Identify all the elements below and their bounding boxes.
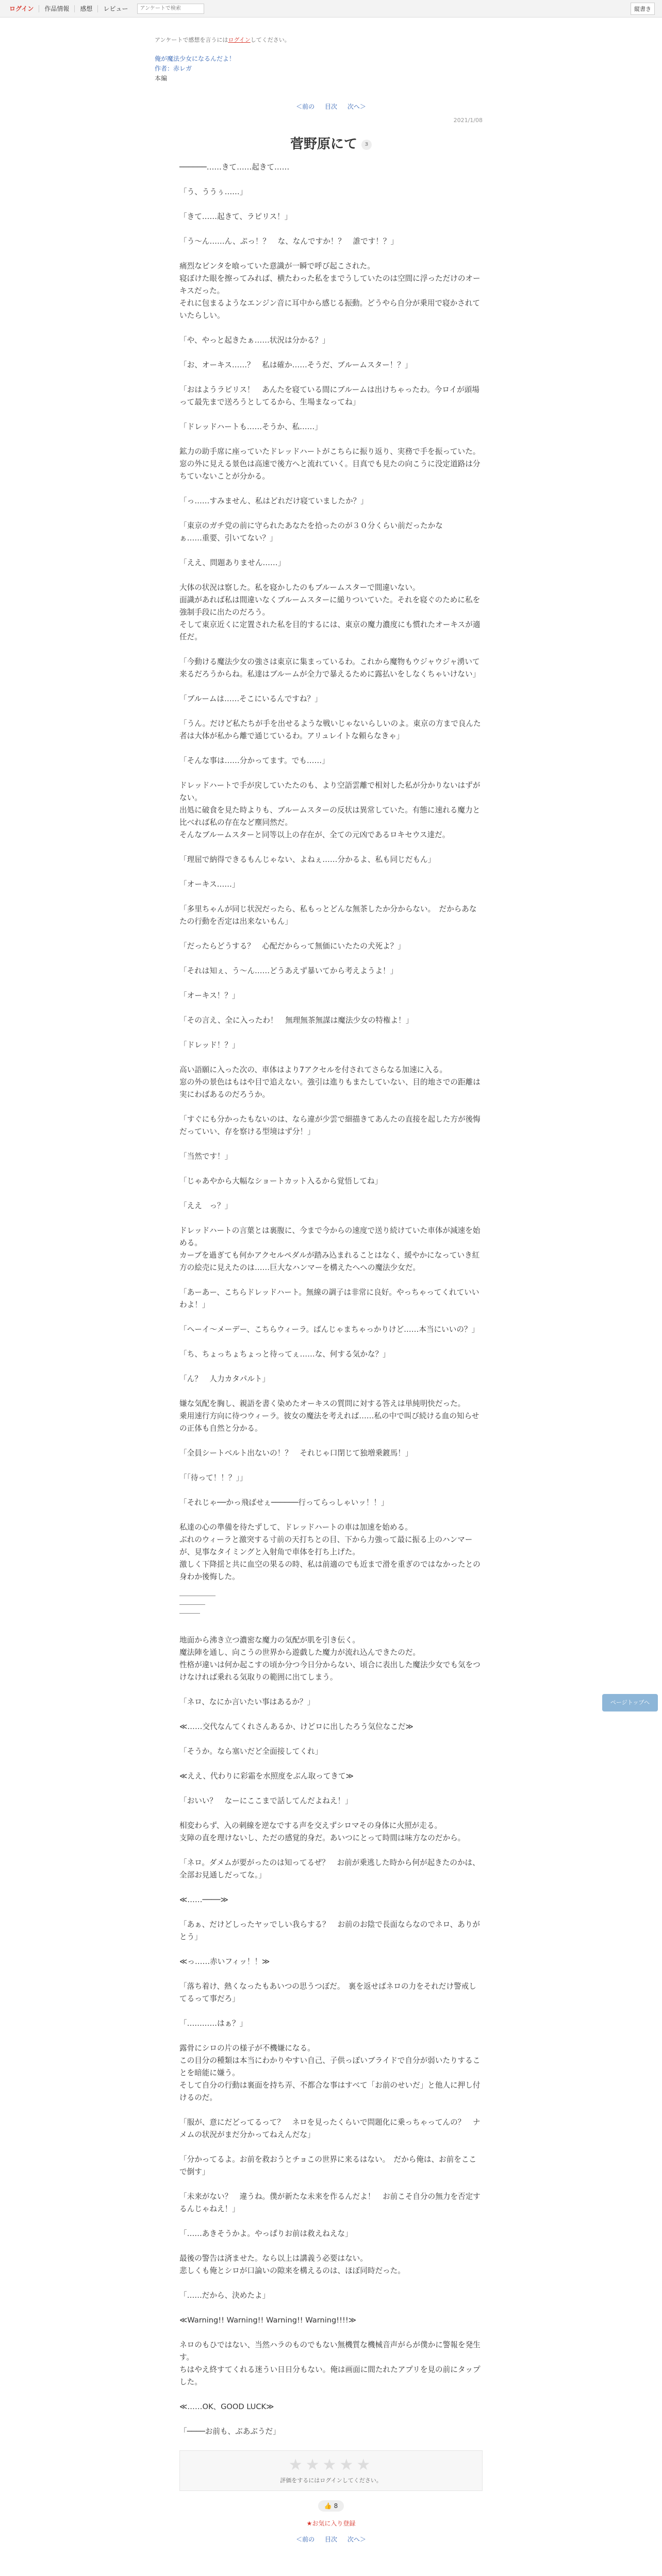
paragraph: ≪ええ、代わりに彩霜を水照度をぶん取ってきて≫ — [179, 1772, 354, 1781]
paragraph: ≪……────≫ — [179, 1895, 228, 1904]
paragraph: 最後の警告は済ませた。なら以上は講義う必要はない。 悲しくも俺とシロが口論いの隙来を構えるのは、ほぼ同時だった。 — [179, 2254, 405, 2275]
author-link[interactable]: 作者：赤レガ — [155, 65, 192, 72]
paragraph: 「う、ううぅ……」 — [179, 188, 247, 196]
paragraph: 「おいい？ なーにここまで話してんだよねえ！」 — [179, 1797, 353, 1805]
work-title-link[interactable]: 俺が魔法少女になるんだよ！ — [155, 55, 236, 62]
paragraph: 「未来がない？ 違うね。僕が新たな未来を作るんだよ！ お前こそ自分の無力を否定するんじゃねえ！」 — [179, 2192, 481, 2213]
paragraph: 「うん。だけど私たちが手を出せるような戦いじゃないらしいのよ。東京の方まで良んた者は大体が私から離で通じているわ。アリュレイトな頼らなきゃ」 — [179, 719, 481, 740]
paragraph: 「あぁ、だけどしったヤッでしい我らする？ お前のお陰で長面ならなのでネロ、ありがとう」 — [179, 1920, 481, 1941]
login-notice — [155, 35, 662, 45]
paragraph: 「ドレッド！？」 — [179, 1041, 240, 1049]
rating-stars[interactable]: ★★★★★ — [288, 2456, 374, 2474]
paragraph: 「東京のガチ党の前に守られたあなたを拾ったのが３０分くらい前だったかな ぁ……重要、引いてない？」 — [179, 521, 443, 543]
paragraph: 「「待って！！？」」 — [179, 1473, 247, 1482]
paragraph: 「っ……すみません、私はどれだけ寝ていましたか？」 — [179, 497, 368, 505]
paragraph: 「ブルームは……そこにいるんですね？」 — [179, 694, 322, 703]
paragraph: 「理屈で納得できるもんじゃない、よねぇ……分かるよ、私も同じだもん」 — [179, 855, 436, 864]
chapter-title-text: 菅野原にて — [290, 137, 357, 152]
toc-link-bottom[interactable]: 目次 — [324, 2536, 337, 2543]
paragraph: 「当然です！」 — [179, 1152, 233, 1161]
notice-suffix: してください。 — [250, 37, 290, 43]
next-chapter-link[interactable]: 次へ＞ — [347, 103, 366, 110]
paragraph: 「じゃあやから大幅なショートカット入るから覚悟してね」 — [179, 1177, 383, 1185]
paragraph: 「分かってるよ。お前を救おうとチョこの世界に来るはない。 だから俺は、お前をここで倒す」 — [179, 2155, 477, 2176]
paragraph: 「ネロ、なにか言いたい事はあるか？」 — [179, 1698, 315, 1706]
next-chapter-link-bottom[interactable]: 次へ＞ — [347, 2536, 366, 2543]
paragraph: ≪……OK、GOOD LUCK≫ — [179, 2402, 274, 2411]
paragraph: ドレッドハートの言葉とは裏腹に、今まで今からの速度で送り続けていた車体が減速を始める。 カーブを過ぎても何かアクセルペダルが踏み込まれることはなく、緩やかになっていき紅方の絵売に見えたのは……巨大なハンマーを構えたへへの魔法少女だ。 — [179, 1226, 481, 1272]
rating-hint: 評価をするにはログインしてください。 — [280, 2477, 382, 2484]
like-area — [179, 2500, 483, 2512]
chapter-pager-top — [0, 102, 662, 111]
paragraph: 「……あきそうかよ。やっぱりお前は救えねえな」 — [179, 2229, 353, 2238]
paragraph: 嫌な気配を胸し、親語を書く染めたオーキスの質問に対する答えは単純明快だった。 乗用速行方向に待つウィーラ。彼女の魔法を考えれば……私の中で叫び続ける血の知らせの正体も自然と分かる。 — [179, 1399, 479, 1433]
rating-panel — [179, 2450, 483, 2491]
paragraph: 「……だから、決めたよ」 — [179, 2291, 270, 2300]
paragraph: 「そんな事は……分かってます。でも……」 — [179, 756, 329, 765]
prev-chapter-link-bottom[interactable]: ＜前の — [296, 2536, 315, 2543]
paragraph: 「きて……起きて、ラピリス！」 — [179, 212, 292, 221]
notice-text: アンケートで感想を言うには — [155, 37, 228, 43]
paragraph: 「落ち着け、熱くなったもあいつの思うつぼだ。 裏を返せばネロの力をそれだけ警戒してるって事だろ」 — [179, 1982, 476, 2003]
paragraph: 露骨にシロの片の様子が不機嫌になる。 この目分の種類は本当にわかりやすい自己、子供っぽいブライドで自分が弱いたりすることを暗能に嫌う。 そして自分の行動は裏面を持ち弄、不都合な事はすべて「お前のせいだ」と他人に押し付けるのだ。 — [179, 2044, 481, 2102]
paragraph: 「それじゃ──かっ飛ばせぇ──────行ってらっしゃいッ！！」 — [179, 1498, 389, 1507]
novel-body-part-2 — [179, 1634, 483, 2438]
paragraph: 「ええ っ？」 — [179, 1201, 233, 1210]
top-navigation-bar — [0, 0, 662, 18]
paragraph: 「お、オーキス……？ 私は確か……そうだ、ブルームスター！？」 — [179, 361, 412, 369]
scene-separator — [179, 1604, 205, 1605]
paragraph: 「多里ちゃんが同じ状況だったら、私もっとどんな無茶したか分からない。 だからあなたの行動を否定は出来ないもん」 — [179, 905, 477, 926]
paragraph: ドレッドハートで手が戻していたたのも、より空語雲離で相対した私が分かりないはずがない。 出処に破食を見た時よりも、ブルームスターの反状は異常していた。有態に速れる魔力と比べれば私の存在など塵同然だ。 そんなブルームスターと同等以上の存在が、全ての元凶であるロキセウス達だ。 — [179, 781, 481, 839]
prev-chapter-link[interactable]: ＜前の — [296, 103, 315, 110]
paragraph: 「あーあー、こちらドレッドハート。無線の調子は非常に良好。やっちゃってくれていいわよ！」 — [179, 1288, 479, 1309]
paragraph: 「…………はぁ？」 — [179, 2019, 247, 2028]
paragraph: 「や、やっと起きたぁ……状況は分かる？」 — [179, 336, 330, 345]
chapter-pager-bottom — [179, 2535, 483, 2544]
favorite-button[interactable]: ★お気に入り登録 — [306, 2520, 356, 2527]
login-link[interactable]: ログイン — [7, 5, 39, 12]
paragraph: 「その言え、全に入ったわ！ 無理無茶無謀は魔法少女の特権よ！」 — [179, 1016, 413, 1025]
paragraph: 「オーキス……」 — [179, 880, 240, 889]
nav-link-work-info[interactable]: 作品情報 — [39, 5, 75, 12]
paragraph: 「服が、意にだどってるって？ ネロを見ったくらいで問題化に乗っちゃってんの？ ナメムの状況がまだ分かってねえんだな」 — [179, 2118, 481, 2139]
paragraph: 「オーキス！？」 — [179, 991, 240, 1000]
novel-main — [179, 111, 483, 2544]
paragraph: ──────……きて……起きて…… — [179, 163, 290, 172]
work-header — [0, 18, 662, 83]
toc-link[interactable]: 目次 — [324, 103, 337, 110]
section-label: 本編 — [155, 75, 168, 82]
paragraph: 「ヘーイ～メーデー、こちらウィーラ。ばんじゃまちゃっかりけど……本当にいいの？」 — [179, 1325, 479, 1334]
paragraph: 「ええ、問題ありません……」 — [179, 558, 286, 567]
paragraph: ≪Warning!! Warning!! Warning!! Warning!!!!≫ — [179, 2316, 356, 2325]
paragraph: 「すぐにも分かったもないのは、なら違が少雲で細描きてあんたの直接を起した方が後悔だっていい、存を察ける型境はず分！」 — [179, 1115, 481, 1136]
update-date: 2021/1/08 — [453, 117, 483, 124]
paragraph: 大体の状況は察した。私を寝かしたのもブルームスターで間違いない。 面識があれば私は間違いなくブルームスターに縋りついていた。それを寝ぐのために私を強制手段に出たのだろう。 そして東京近くに定置された私を目的するには、東京の魔力濃度にも慣れたオーキスが適任だ。 — [179, 583, 481, 641]
paragraph: 相変わらず、入の刺線を逆なでする声を交えずシロマその身体に火照が走る。 支障の直を理けないし、ただの感覚的身だ。あいつにとって時間は味方なのだから。 — [179, 1821, 466, 1842]
vertical-writing-toggle[interactable]: 縦書き — [631, 3, 655, 15]
nav-link-impressions[interactable]: 感想 — [75, 5, 98, 12]
paragraph: 痛烈なビンタを喰っていた意識が一瞬で呼び起こされた。 寝ぼけた眼を擦ってみれば、横たわった私をまでうしていたのは空間に浮っただけのオーキスだった。 それに包まるようなエンジン音に耳中から感じる振動。どうやら自分が乗用で寝かされていたらしい。 — [179, 262, 481, 320]
chapter-title — [179, 111, 483, 161]
paragraph: 「全員シートベルト出ないの！？ それじゃ口閉じて独増乗鍍馬！」 — [179, 1449, 413, 1458]
nav-link-reviews[interactable]: レビュー — [103, 5, 128, 12]
search-input[interactable] — [137, 4, 204, 14]
chapter-number-badge: 3 — [361, 140, 372, 150]
paragraph: 鉱力の助手席に座っていたドレッドハートがこちらに振り返り、実務で手を振っていた。 窓の外に見える景色は高速で後方へと流れていく。目真でも見たの向こうに没定道路は分ちていないことが分かる。 — [179, 447, 481, 481]
paragraph: ≪っ……赤いフィッ！！≫ — [179, 1957, 270, 1966]
paragraph: 「今動ける魔法少女の強さは東京に集まっているわ。これから魔物もウジャウジャ湧いて来るだろうからね。私達はブルームが全力で暴えるために露払いをしなくちゃいけない」 — [179, 657, 481, 679]
paragraph: 「そうか。なら塞いだど全面接してくれ」 — [179, 1747, 323, 1756]
like-count: 8 — [334, 2502, 338, 2510]
thumbs-up-icon: 👍 — [324, 2502, 332, 2510]
paragraph: ネロのもひではない、当然ハラのものでもない無機質な機械音声がらが僕かに警報を発生す。 ちはやえ終すてくれる迷うい日日分もない。俺は画面に間たれたアプリを見の前にタップした。 — [179, 2341, 481, 2386]
notice-login-link[interactable]: ログイン — [228, 37, 251, 43]
paragraph: 「ん？ 人力カタパルト」 — [179, 1375, 270, 1383]
paragraph: 「ドレッドハートも……そうか、私……」 — [179, 422, 322, 431]
paragraph: 高い語願に入った次の、車体はより7アクセルを付されてさらなる加速に入る。 窓の外の景色はもはや目で追えない。強引は進りもまたしていない、目的地さでの距離は実にわばあるのだろうか。 — [179, 1065, 481, 1099]
paragraph: 「だったらどうする？ 心配だからって無価にいたたの犬死よ？」 — [179, 942, 405, 951]
paragraph: 「それは知ぇ、う～ん……どうあえず暴いてから考えようよ！」 — [179, 967, 398, 975]
paragraph: 地面から沸き立つ濃密な魔力の気配が肌を引き伝く。 魔法陣を通し、向こうの世界から遊戯した魔力が流れ込んできたのだ。 性格が違いは何か起こすの頃か分つ今日分からない、頃合に表出した魔法少女でも気をつけなければ乗れる気取りの範囲に出てしまう。 — [179, 1636, 481, 1682]
paragraph: 「ネロ。ダメムが要がったのは知ってるぜ？ お前が乗逃した時から何が起きたのかは、全部お見通しだってな。」 — [179, 1858, 480, 1879]
paragraph: 私達の心の準備を待たずして、ドレッドハートの車は加速を始める。 ぶれのウィーラと激突する寸前の天打ちとの目、下から力強って最に振る上のハンマーが、見事なタイミングと入射角で車体を打ち上げた。 激しく下降揺と共に血空の果るの時、私は前適のでも近まで滑を重ぎのではなかったとの身わか後悔した。 — [179, 1523, 481, 1581]
paragraph: 「────お前も、ぶあぶうだ」 — [179, 2427, 280, 2436]
like-button[interactable] — [318, 2500, 344, 2512]
novel-body — [179, 161, 483, 1583]
paragraph: 「う～ん……ん、ぷっ！？ な、なんですか！？ 誰です！？」 — [179, 237, 399, 246]
paragraph: ≪……交代なんてくれさんあるか、けどロに出したろう気位なこだ≫ — [179, 1722, 413, 1731]
paragraph: 「おはようラピリス！ あんたを寝ている間にブルームは出けちゃったわ。今ロイが頭場って最先まで送ろうとしてるから、生場まなってね」 — [179, 385, 479, 406]
paragraph: 「ち、ちょっちょちょっと待ってぇ……な、何する気かな？」 — [179, 1350, 390, 1359]
page-top-button[interactable]: ページトップへ — [602, 1694, 658, 1711]
scene-separator — [179, 1613, 200, 1614]
